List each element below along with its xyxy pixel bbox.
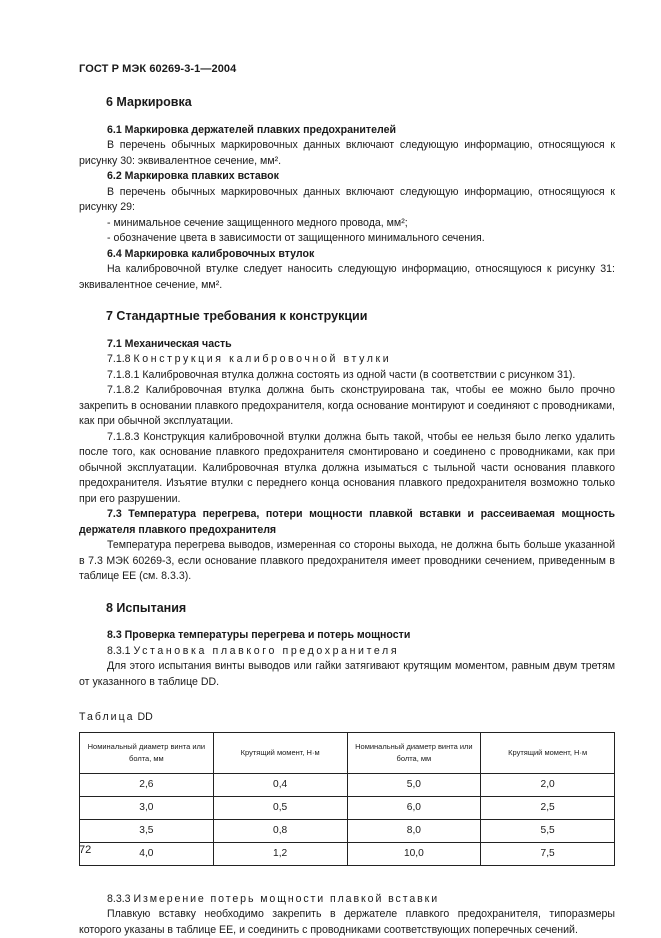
table-cell: 3,5: [80, 819, 214, 842]
subsection-7-1-title: 7.1 Механическая часть: [107, 337, 232, 350]
subsection-6-1-title: 6.1 Маркировка держателей плавких предохранителей: [107, 123, 397, 136]
subsection-8-3-title: 8.3 Проверка температуры перегрева и потерь мощности: [107, 629, 411, 641]
subsection-8-3-1-number: 8.3.1: [107, 644, 134, 657]
table-cell: 2,0: [481, 773, 615, 796]
table-header-cell: Крутящий момент, Н·м: [481, 732, 615, 773]
table-row: [80, 842, 615, 865]
table-header-cell: Крутящий момент, Н·м: [213, 732, 347, 773]
table-row: [80, 796, 615, 819]
table-cell: 5,0: [347, 773, 481, 796]
section-7-title: 7 Стандартные требования к конструкции: [106, 309, 368, 323]
subsection-8-3-1-text: Для этого испытания винты выводов или гайки затягивают крутящим моментом, равным двум третям от указанного в таблице DD.: [79, 660, 615, 688]
subsection-7-3-text: Температура перегрева выводов, измеренная со стороны выхода, не должна быть больше указанной в 7.3 МЭК 60269-3, если основание плавкого предохранителя имеет проводники сечением, приведенным в таблице ЕЕ (см. 8.3.3).: [79, 539, 615, 582]
table-row: [80, 773, 615, 796]
page-content: [79, 88, 615, 938]
table-caption: [79, 710, 615, 726]
list-item: - обозначение цвета в зависимости от защищенного минимального сечения.: [107, 232, 485, 244]
table-cell: 1,2: [213, 842, 347, 865]
list-item: - минимальное сечение защищенного медного провода, мм²;: [107, 216, 408, 229]
torque-table: [79, 732, 615, 866]
subsection-7-1-8-number: 7.1.8: [107, 353, 134, 365]
section-6-title: 6 Маркировка: [106, 95, 192, 109]
table-cell: 2,6: [80, 773, 214, 796]
subsection-7-3-title: 7.3 Температура перегрева, потери мощности плавкой вставки и рассеиваемая мощность держателя плавкого предохранителя: [79, 508, 615, 536]
subsection-6-4-title: 6.4 Маркировка калибровочных втулок: [107, 247, 315, 260]
subsection-6-1-text: В перечень обычных маркировочных данных включают следующую информацию, относящуюся к рисунку 30: эквивалентное сечение, мм².: [79, 139, 615, 167]
standard-header: ГОСТ Р МЭК 60269-3-1—2004: [79, 63, 237, 75]
subsection-8-3-3-number: 8.3.3: [107, 892, 134, 905]
table-header-row: [80, 732, 615, 773]
table-row: [80, 819, 615, 842]
table-caption-word: Таблица: [79, 711, 135, 723]
subsection-7-1-8-title: Конструкция калибровочной втулки: [133, 353, 392, 365]
table-cell: 3,0: [80, 796, 214, 819]
table-cell: 0,5: [213, 796, 347, 819]
table-caption-id: DD: [134, 711, 153, 723]
page-number: 72: [79, 844, 92, 856]
table-cell: 10,0: [347, 842, 481, 865]
subsection-8-3-3-title: Измерение потерь мощности плавкой вставки: [133, 892, 440, 905]
table-header-cell: Номинальный диаметр винта или болта, мм: [80, 732, 214, 773]
section-8-title: 8 Испытания: [106, 600, 187, 615]
table-cell: 8,0: [347, 819, 481, 842]
subsection-6-2-title: 6.2 Маркировка плавких вставок: [107, 170, 279, 182]
table-cell: 0,4: [213, 773, 347, 796]
clause-7-1-8-1: 7.1.8.1 Калибровочная втулка должна состоять из одной части (в соответствии с рисунком 31).: [107, 368, 576, 381]
subsection-8-3-1-title: Установка плавкого предохранителя: [133, 644, 400, 657]
table-cell: 7,5: [481, 842, 615, 865]
subsection-7-1-8-heading: [107, 352, 615, 368]
subsection-6-2-text: В перечень обычных маркировочных данных включают следующую информацию, относящуюся к рисунку 29:: [79, 185, 615, 213]
table-cell: 4,0: [80, 842, 214, 865]
table-cell: 5,5: [481, 819, 615, 842]
subsection-8-3-3-text: Плавкую вставку необходимо закрепить в держателе плавкого предохранителя, типоразмеры которого указаны в таблице ЕЕ, и соединить с проводниками соответствующих поперечных сечений.: [79, 908, 615, 936]
clause-7-1-8-3: 7.1.8.3 Конструкция калибровочной втулки должна быть такой, чтобы ее нельзя было легко удалить после того, как основание плавкого предохранителя смонтировано и соединено с проводниками, как при обычной эксплуатации. Калибровочная втулка должна изыматься с тыльной части основания плавкого предохранителя. Изъятие втулки с переднего конца основания плавкого предохранителя возможно только при его разрушении.: [79, 430, 615, 505]
subsection-8-3-3-heading: [107, 892, 615, 908]
table-header-cell: Номинальный диаметр винта или болта, мм: [347, 732, 481, 773]
subsection-6-4-text: На калибровочной втулке следует наносить следующую информацию, относящуюся к рисунку 31: эквивалентное сечение, мм².: [79, 263, 615, 291]
table-cell: 2,5: [481, 796, 615, 819]
subsection-8-3-1-heading: [107, 644, 615, 660]
table-cell: 0,8: [213, 819, 347, 842]
table-cell: 6,0: [347, 796, 481, 819]
clause-7-1-8-2: 7.1.8.2 Калибровочная втулка должна быть сконструирована так, чтобы ее можно было прочно закрепить в основании плавкого предохранителя, когда основание монтируют и соединяют с проводниками, как при обычной эксплуатации.: [79, 384, 615, 427]
